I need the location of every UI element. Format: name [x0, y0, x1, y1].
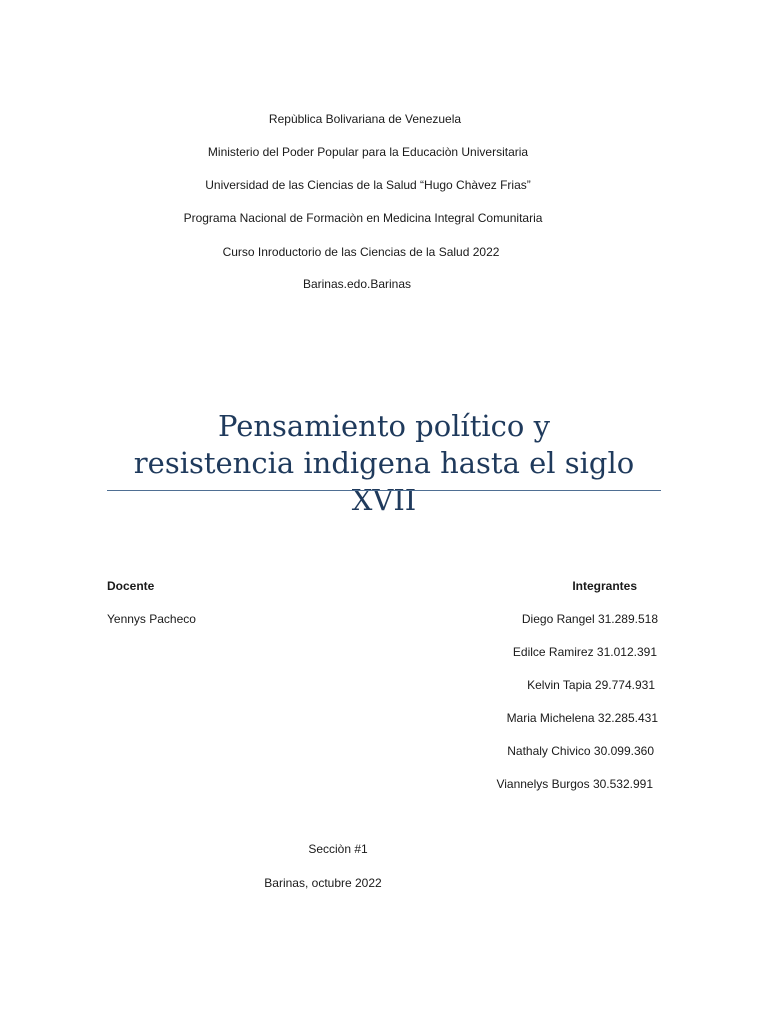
header-republic: Repùblica Bolivariana de Venezuela — [268, 112, 462, 126]
place-and-date: Barinas, octubre 2022 — [264, 876, 382, 890]
title-underline — [107, 490, 661, 491]
header-location: Barinas.edo.Barinas — [302, 277, 412, 291]
title-line-1: Pensamiento político y — [218, 409, 550, 443]
header-ministry: Ministerio del Poder Popular para la Educaciòn Universitaria — [207, 145, 529, 159]
member-2: Edilce Ramirez 31.012.391 — [512, 645, 657, 659]
integrantes-label: Integrantes — [572, 579, 637, 593]
member-6: Viannelys Burgos 30.532.991 — [496, 777, 653, 791]
member-4: Maria Michelena 32.285.431 — [506, 711, 658, 725]
member-1: Diego Rangel 31.289.518 — [521, 612, 658, 626]
title-line-2: resistencia indigena hasta el siglo XVII — [133, 446, 635, 517]
header-program: Programa Nacional de Formaciòn en Medicina Integral Comunitaria — [183, 211, 543, 225]
member-3: Kelvin Tapia 29.774.931 — [527, 678, 655, 692]
header-course: Curso Inroductorio de las Ciencias de la Salud 2022 — [222, 245, 500, 259]
docente-label: Docente — [107, 579, 155, 593]
section-number: Secciòn #1 — [308, 842, 368, 856]
header-university: Universidad de las Ciencias de la Salud “Hugo Chàvez Frias” — [205, 178, 531, 192]
document-title — [107, 408, 661, 519]
docente-name: Yennys Pacheco — [107, 612, 196, 626]
member-5: Nathaly Chivico 30.099.360 — [507, 744, 654, 758]
